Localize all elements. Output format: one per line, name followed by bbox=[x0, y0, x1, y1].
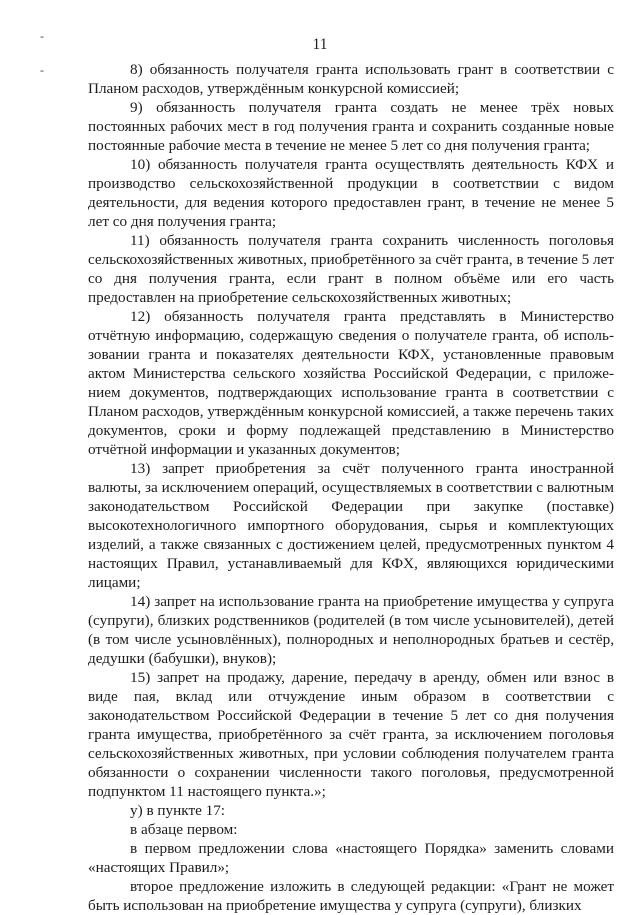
paragraph: второе предложение изложить в следующей редакции: «Грант не может быть использован на приобретение имущества у супруга (супруги), близких bbox=[88, 878, 614, 914]
paragraph: 9) обязанность получателя гранта создать не менее трёх новых постоянных рабочих мест в год получения гранта и сохранить созданные новые постоянные рабочие места в течение не менее 5 лет со дня получения гранта; bbox=[88, 99, 614, 154]
paragraph: у) в пункте 17: bbox=[130, 802, 226, 819]
paragraph: 14) запрет на использование гранта на приобретение имущества у супруга (супруги), близких родственников (родителей (в том числе усыновителей), детей (в том числе усыновлённых), полнородных и неполнородных братьев и сестёр, дедушки (бабушки), внуков); bbox=[88, 593, 614, 667]
paragraph: 15) запрет на продажу, дарение, передачу в аренду, обмен или взнос в виде пая, вклад или отчуждение иным образом в соответствии с законодательством Российской Федерации в течение 5 лет со дня получения гранта имущества, приобретённого за счёт гранта, за исключением поголовья сельскохозяйственных животных, при условии соблюдения получателем гранта обязанности о сохранении численности такого поголовья, предусмотренной подпунктом 11 настоящего пункта.»; bbox=[88, 669, 614, 800]
paragraph: в абзаце первом: bbox=[130, 821, 238, 838]
paragraph: 11) обязанность получателя гранта сохранить численность поголовья сельскохозяйственных животных, приобретённого за счёт гранта, в течение 5 лет со дня получения гранта, если грант в полном объёме или его часть предоставлен на приобретение сельскохозяйственных животных; bbox=[88, 232, 614, 306]
page-number: 11 bbox=[312, 36, 328, 53]
paragraph: 12) обязанность получателя гранта представлять в Министерство отчётную информацию, содержащую сведения о получателе гранта, об использовании гранта и показателях деятельности КФХ, установленные правовым актом Министерства сельского хозяйства Российской Федерации, с приложением документов, подтверждающих использование гранта в соответствии с Планом расходов, утверждённым конкурсной комиссией, а также перечень таких документов, сроки и форму подлежащей представлению в Министерство отчётной информации и указанных документов; bbox=[88, 308, 614, 458]
paragraph: 10) обязанность получателя гранта осуществлять деятельность КФХ и производство сельскохозяйственной продукции в соответствии с видом деятельности, для ведения которого предоставлен грант, в течение не менее 5 лет со дня получения гранта; bbox=[88, 156, 614, 230]
paragraph: 13) запрет приобретения за счёт полученного гранта иностранной валюты, за исключением операций, осуществляемых в соответствии с валютным законодательством Российской Федерации при закупке (поставке) высокотехнологичного импортного оборудования, сырья и комплектующих изделий, а также связанных с достижением целей, предусмотренных пунктом 4 настоящих Правил, устанавливаемый для КФХ, являющихся юридическими лицами; bbox=[88, 460, 614, 591]
paragraph: 8) обязанность получателя гранта использовать грант в соответствии с Планом расходов, утверждённым конкурсной комиссией; bbox=[88, 61, 614, 97]
document-body bbox=[88, 60, 614, 915]
margin-mark: - bbox=[40, 29, 44, 43]
margin-mark: - bbox=[40, 63, 44, 77]
paragraph: в первом предложении слова «настоящего Порядка» заменить словами «настоящих Правил»; bbox=[88, 840, 614, 876]
